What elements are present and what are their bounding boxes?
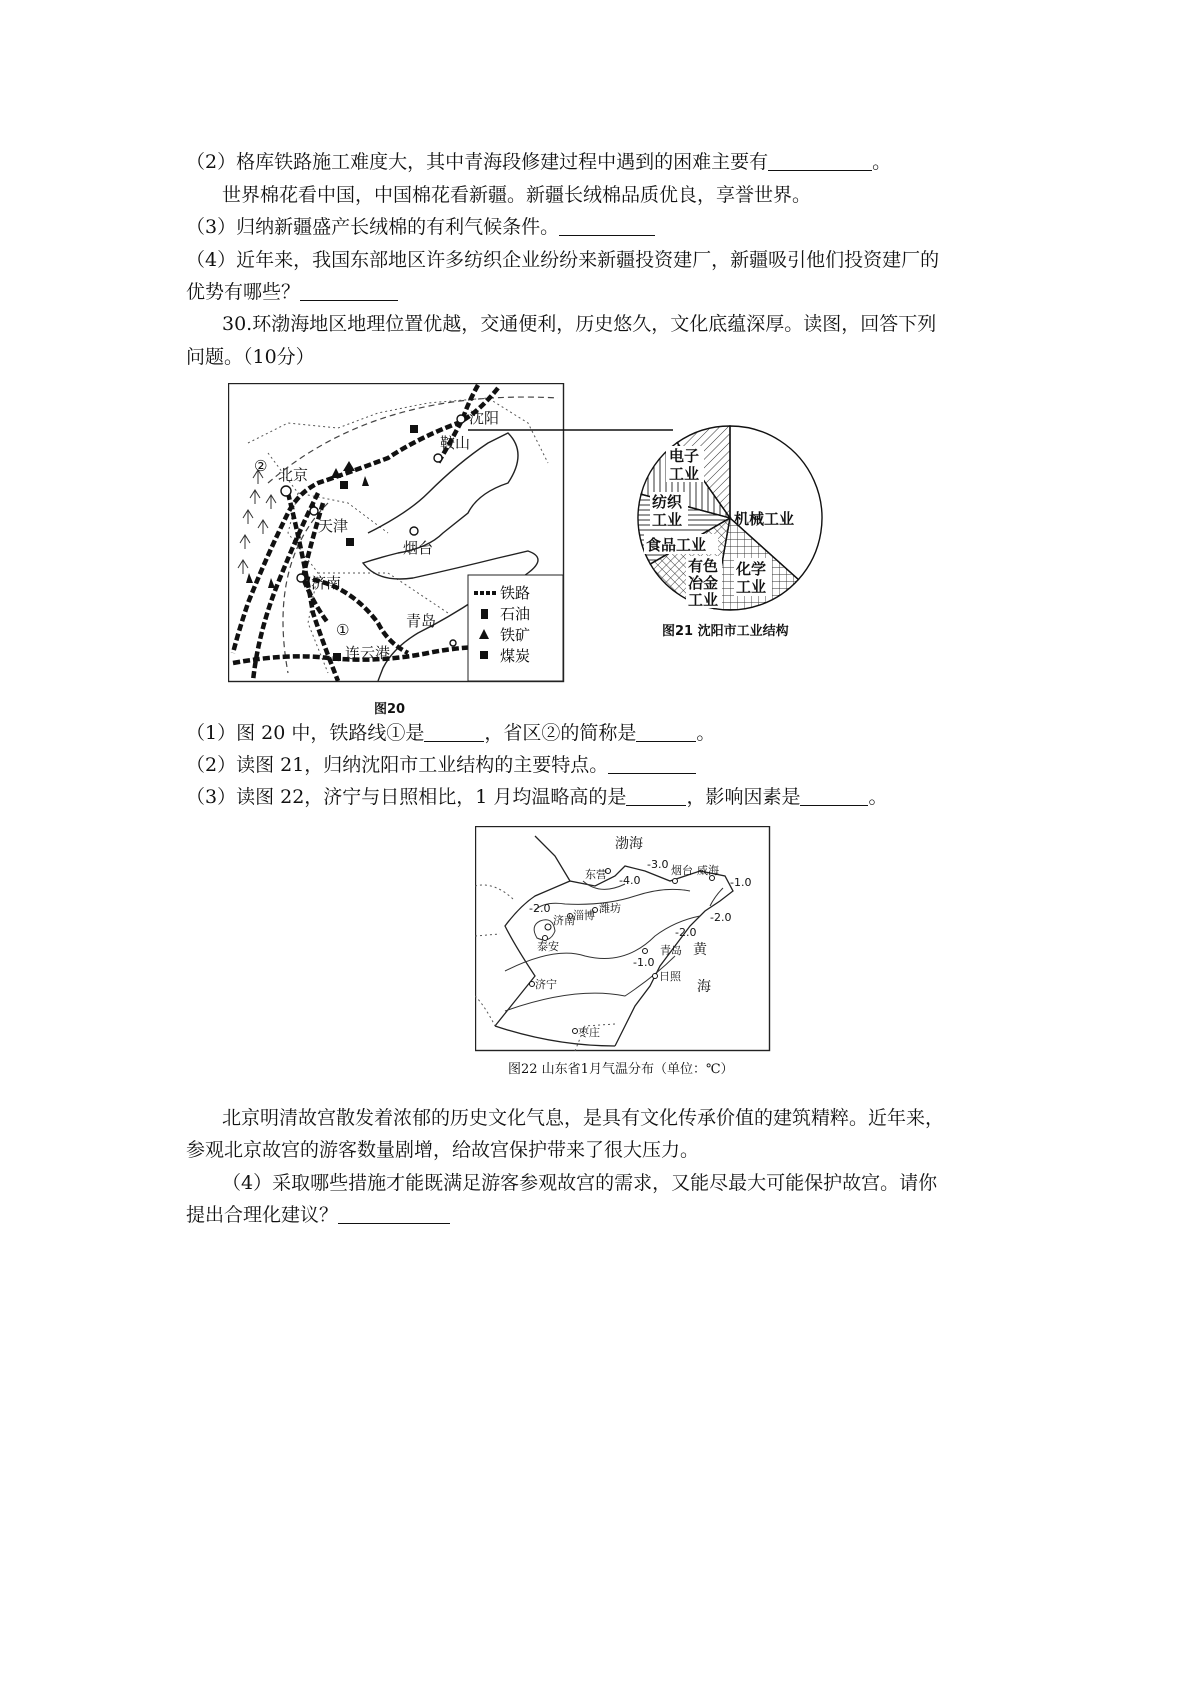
figure-20-caption: 图20: [374, 702, 406, 717]
figure-22-map: [475, 826, 771, 1052]
label-qingdao: 青岛: [660, 944, 682, 957]
label-rizhao: 日照: [659, 970, 681, 983]
sub-question-2: （2）读图 21，归纳沈阳市工业结构的主要特点。: [186, 750, 696, 780]
question-3: （3）归纳新疆盛产长绒棉的有利气候条件。: [186, 212, 655, 242]
sub-question-1: （1）图 20 中，铁路线①是 ，省区②的简称是 。: [186, 722, 716, 744]
slice-youse-1: 有色: [688, 557, 719, 575]
figure-22-caption: 图22 山东省1月气温分布（单位：℃）: [508, 1062, 734, 1077]
label-jinan: 济南: [553, 914, 575, 927]
marker-1: ①: [336, 621, 350, 639]
label-zaozhuang: 枣庄: [578, 1026, 600, 1039]
slice-huaxue-1: 化学: [736, 560, 767, 578]
slice-youse-3: 工业: [688, 591, 719, 609]
legend-coal: 煤炭: [500, 647, 531, 665]
isotherm-label: -2.0: [529, 902, 551, 915]
sub-question-4-line1: （4）采取哪些措施才能既满足游客参观故宫的需求，又能尽最大可能保护故宫。请你: [222, 1172, 938, 1194]
legend-iron: 铁矿: [500, 626, 531, 644]
isotherm-label: -1.0: [730, 876, 752, 889]
label-zibo: 淄博: [573, 909, 595, 922]
answer-blank[interactable]: [338, 1203, 450, 1224]
slice-fangzhi-2: 工业: [652, 511, 683, 529]
label-qingdao: 青岛: [406, 612, 437, 630]
slice-youse-2: 冶金: [688, 574, 719, 592]
figure-21-caption: 图21 沈阳市工业结构: [662, 624, 789, 639]
isotherm-label: -3.0: [647, 858, 669, 871]
label-anshan: 鞍山: [440, 434, 471, 452]
label-beijing: 北京: [278, 466, 309, 484]
slice-huaxue-2: 工业: [736, 578, 767, 596]
gugong-line2: 参观北京故宫的游客数量剧增，给故宫保护带来了很大压力。: [186, 1139, 700, 1161]
label-jinan: 济南: [311, 574, 342, 592]
isotherm-label: -1.0: [633, 956, 655, 969]
cotton-intro: 世界棉花看中国，中国棉花看新疆。新疆长绒棉品质优良，享誉世界。: [222, 184, 812, 206]
answer-blank[interactable]: [800, 785, 868, 806]
label-hai: 海: [697, 979, 711, 995]
label-bohai: 渤海: [615, 836, 643, 852]
sub-question-3: （3）读图 22，济宁与日照相比，1 月均温略高的是 ，影响因素是 。: [186, 786, 888, 808]
label-yantai: 烟台: [403, 539, 434, 557]
answer-blank[interactable]: [424, 721, 484, 742]
label-huang: 黄: [693, 942, 707, 958]
label-weifang: 潍坊: [599, 902, 621, 915]
label-taian: 泰安: [537, 940, 559, 953]
label-shenyang: 沈阳: [469, 409, 500, 427]
answer-blank[interactable]: [608, 753, 696, 774]
answer-blank[interactable]: [768, 150, 872, 171]
slice-dianzi-2: 工业: [669, 465, 700, 483]
isotherm-label: -2.0: [675, 926, 697, 939]
answer-blank[interactable]: [300, 280, 398, 301]
question-30-line1: 30.环渤海地区地理位置优越，交通便利，历史悠久，文化底蕴深厚。读图，回答下列: [222, 313, 937, 335]
question-4-line2: 优势有哪些？: [186, 277, 398, 307]
answer-blank[interactable]: [559, 215, 655, 236]
figure-21-pie: [636, 424, 826, 614]
label-weihai: 威海: [697, 864, 719, 877]
slice-dianzi-1: 电子: [669, 447, 700, 465]
label-tianjin: 天津: [318, 517, 349, 535]
map-legend: [468, 575, 563, 681]
label-jining: 济宁: [535, 978, 557, 991]
question-4-line1: （4）近年来，我国东部地区许多纺织企业纷纷来新疆投资建厂，新疆吸引他们投资建厂的: [186, 249, 940, 271]
slice-shipin: 食品工业: [646, 536, 707, 554]
slice-jixie: 机械工业: [734, 510, 795, 528]
label-lianyungang: 连云港: [345, 644, 391, 662]
isotherm-label: -2.0: [710, 911, 732, 924]
label-dongying: 东营: [585, 868, 607, 881]
question-30-line2: 问题。（10分）: [186, 346, 315, 368]
answer-blank[interactable]: [626, 785, 686, 806]
gugong-line1: 北京明清故宫散发着浓郁的历史文化气息，是具有文化传承价值的建筑精粹。近年来，: [222, 1107, 945, 1129]
isotherm-label: -4.0: [619, 874, 641, 887]
legend-oil: 石油: [500, 605, 531, 623]
sub-question-4-line2: 提出合理化建议？: [186, 1200, 450, 1230]
answer-blank[interactable]: [636, 721, 696, 742]
slice-fangzhi-1: 纺织: [652, 493, 683, 511]
question-2: （2）格库铁路施工难度大，其中青海段修建过程中遇到的困难主要有 。: [186, 151, 892, 173]
label-yantai: 烟台: [671, 864, 693, 877]
marker-2: ②: [254, 457, 268, 475]
legend-railway: 铁路: [500, 584, 531, 602]
